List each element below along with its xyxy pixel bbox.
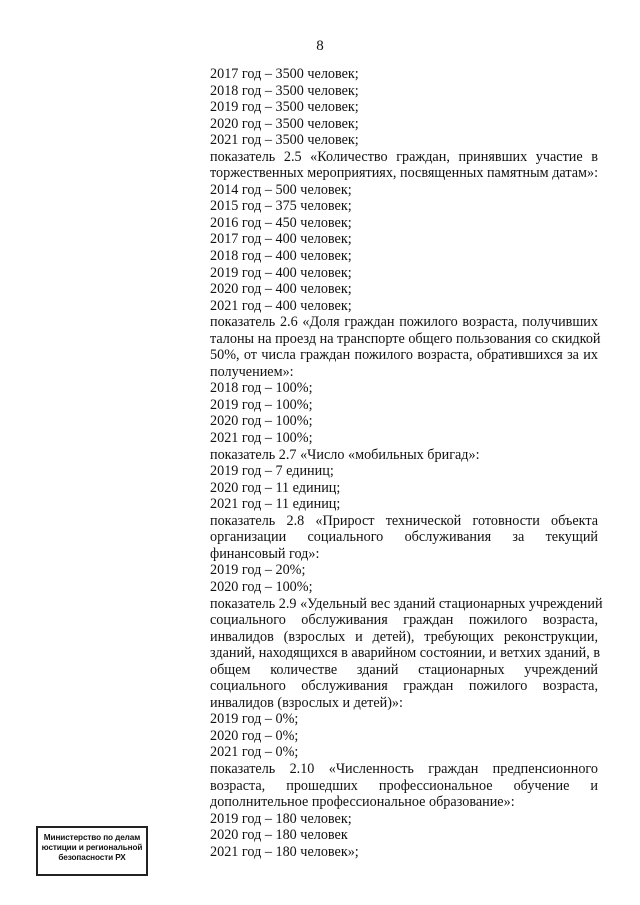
- stamp-line: Министерство по делам: [43, 833, 141, 842]
- text-line: 2020 год – 100%;: [210, 578, 313, 595]
- indicator-paragraph: [210, 761, 598, 811]
- text-line: 2020 год – 100%;: [210, 413, 313, 430]
- paragraph-line: дополнительное профессиональное образование»:: [210, 794, 515, 811]
- paragraph-line: организации социального обслуживания за текущий: [210, 529, 598, 546]
- paragraph-line: показатель 2.8 «Прирост технической готовности объекта: [210, 512, 598, 529]
- paragraph-line: инвалидов (взрослых и детей), требующих реконструкции,: [210, 628, 598, 645]
- text-line: 2021 год – 400 человек;: [210, 297, 352, 314]
- text-line: 2020 год – 0%;: [210, 727, 299, 744]
- text-line: 2017 год – 3500 человек;: [210, 66, 359, 82]
- indicator-paragraph: [210, 513, 598, 563]
- stamp-line: безопасности РХ: [58, 853, 126, 862]
- text-line: показатель 2.7 «Число «мобильных бригад»:: [210, 446, 480, 463]
- document-body: [210, 66, 603, 860]
- stamp-line: юстиции и региональной: [41, 843, 143, 852]
- indicator-paragraph: [210, 149, 598, 182]
- paragraph-line: социального обслуживания граждан пожилого возраста,: [210, 612, 598, 629]
- text-line: 2021 год – 100%;: [210, 430, 313, 447]
- text-line: 2021 год – 0%;: [210, 744, 299, 761]
- paragraph-line: показатель 2.9 «Удельный вес зданий стационарных учреждений: [210, 595, 603, 612]
- text-line: 2015 год – 375 человек;: [210, 198, 352, 215]
- text-line: 2021 год – 3500 человек;: [210, 132, 359, 149]
- text-line: 2017 год – 400 человек;: [210, 231, 352, 248]
- paragraph-line: общем количестве зданий стационарных учреждений: [210, 661, 598, 678]
- indicator-paragraph: [210, 314, 601, 380]
- page-number: 8: [316, 38, 324, 54]
- text-line: 2018 год – 3500 человек;: [210, 82, 359, 99]
- text-line: 2019 год – 3500 человек;: [210, 99, 359, 116]
- text-line: 2020 год – 400 человек;: [210, 281, 352, 298]
- paragraph-line: талоны на проезд на транспорте общего пользования со скидкой: [210, 330, 601, 347]
- paragraph-line: зданий, находящихся в аварийном состоянии, и ветхих зданий, в: [210, 645, 601, 662]
- text-line: 2019 год – 100%;: [210, 396, 313, 413]
- text-line: 2019 год – 180 человек;: [210, 810, 352, 827]
- text-line: 2019 год – 0%;: [210, 711, 299, 728]
- paragraph-line: инвалидов (взрослых и детей)»:: [210, 694, 403, 711]
- paragraph-line: показатель 2.6 «Доля граждан пожилого возраста, получивших: [210, 314, 598, 331]
- text-line: 2016 год – 450 человек;: [210, 214, 352, 231]
- text-line: 2019 год – 7 единиц;: [210, 463, 334, 480]
- registration-stamp: [36, 826, 148, 876]
- text-line: 2018 год – 100%;: [210, 380, 313, 397]
- text-line: 2020 год – 3500 человек;: [210, 115, 359, 132]
- paragraph-line: финансовый год»:: [210, 545, 320, 562]
- paragraph-line: 50%, от числа граждан пожилого возраста, обратившихся за их: [210, 347, 598, 364]
- indicator-paragraph: [210, 595, 603, 712]
- text-line: 2020 год – 180 человек: [210, 827, 348, 844]
- text-line: 2021 год – 11 единиц;: [210, 496, 341, 513]
- paragraph-line: получением»:: [210, 363, 294, 380]
- paragraph-line: показатель 2.10 «Численность граждан предпенсионного: [210, 760, 598, 777]
- text-line: 2019 год – 400 человек;: [210, 264, 352, 281]
- text-line: 2014 год – 500 человек;: [210, 181, 352, 198]
- paragraph-line: торжественных мероприятиях, посвященных памятным датам»:: [210, 165, 599, 182]
- text-line: 2020 год – 11 единиц;: [210, 479, 341, 496]
- text-line: 2019 год – 20%;: [210, 562, 306, 579]
- paragraph-line: социального обслуживания граждан пожилого возраста,: [210, 678, 598, 695]
- paragraph-line: показатель 2.5 «Количество граждан, принявших участие в: [210, 148, 598, 165]
- text-line: 2021 год – 180 человек»;: [210, 843, 359, 860]
- paragraph-line: возраста, прошедших профессиональное обучение и: [210, 777, 598, 794]
- text-line: 2018 год – 400 человек;: [210, 248, 352, 265]
